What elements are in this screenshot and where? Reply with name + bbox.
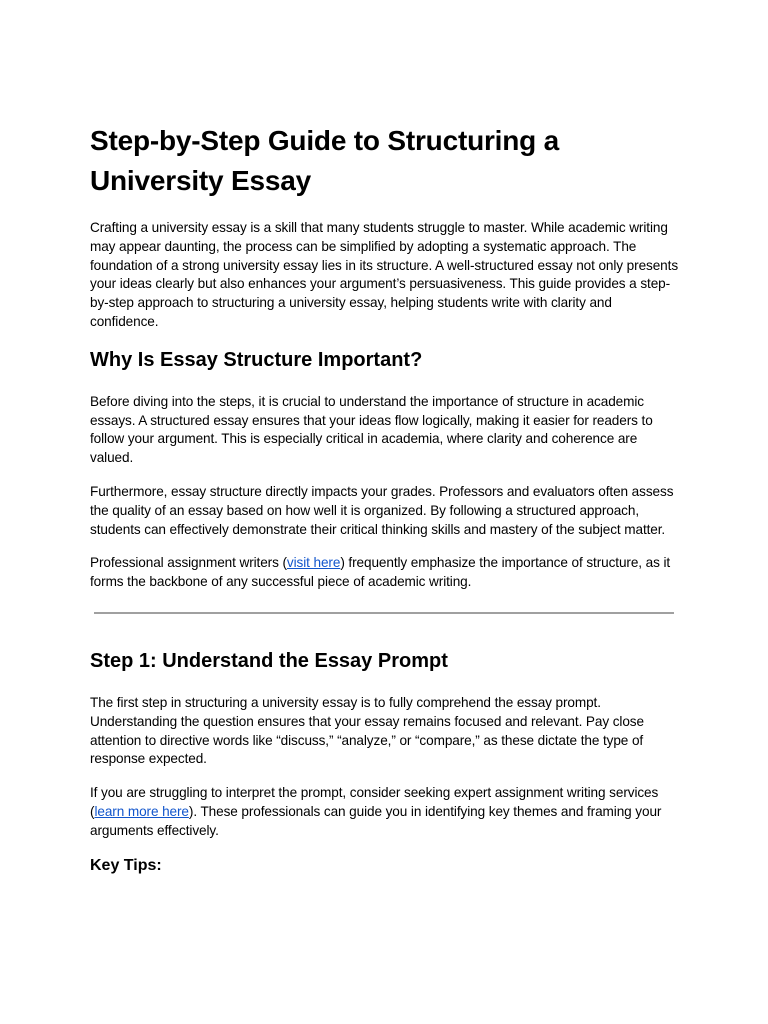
heading-step-1: Step 1: Understand the Essay Prompt xyxy=(90,649,448,672)
key-tips-heading: Key Tips: xyxy=(90,856,162,874)
step1-paragraph-2 xyxy=(90,784,680,840)
step1-paragraph-2-after: ). These professionals can guide you in identifying key themes and framing your arguments effectively. xyxy=(90,803,662,838)
why-paragraph-1: Before diving into the steps, it is crucial to understand the importance of structure in academic essays. A structured essay ensures that your ideas flow logically, making it easier for readers to follow your argument. This is especially critical in academia, where clarity and coherence are valued. xyxy=(90,393,653,466)
intro-paragraph: Crafting a university essay is a skill that many students struggle to master. While academic writing may appear daunting, the process can be simplified by adopting a systematic approach. The foundation of a strong university essay lies in its structure. A well-structured essay not only presents your ideas clearly but also enhances your argument’s persuasiveness. This guide provides a step-by-step approach to structuring a university essay, helping students write with clarity and confidence. xyxy=(90,220,679,329)
why-paragraph-2: Furthermore, essay structure directly impacts your grades. Professors and evaluators often assess the quality of an essay based on how well it is organized. By following a structured approach, students can effectively demonstrate their critical thinking skills and mastery of the subject matter. xyxy=(90,483,674,537)
learn-more-here-link[interactable]: learn more here xyxy=(94,803,189,819)
section-divider xyxy=(94,612,674,614)
why-paragraph-3-after: ) frequently emphasize the importance of structure, as it forms the backbone of any successful piece of academic writing. xyxy=(90,555,671,590)
page-title: Step-by-Step Guide to Structuring a University Essay xyxy=(90,125,560,196)
why-paragraph-3 xyxy=(90,554,680,592)
step1-paragraph-2-before: If you are struggling to interpret the prompt, consider seeking expert assignment writing services ( xyxy=(90,785,659,819)
document-page xyxy=(90,121,680,876)
visit-here-link[interactable]: visit here xyxy=(286,555,341,571)
heading-why-structure: Why Is Essay Structure Important? xyxy=(90,348,423,371)
why-paragraph-3-before: Professional assignment writers ( xyxy=(90,555,287,571)
step1-paragraph-1: The first step in structuring a university essay is to fully comprehend the essay prompt. Understanding the question ensures that your essay remains focused and relevant. Pay close attention to directive words like “discuss,” “analyze,” or “compare,” as these dictate the type of response expected. xyxy=(90,694,644,767)
